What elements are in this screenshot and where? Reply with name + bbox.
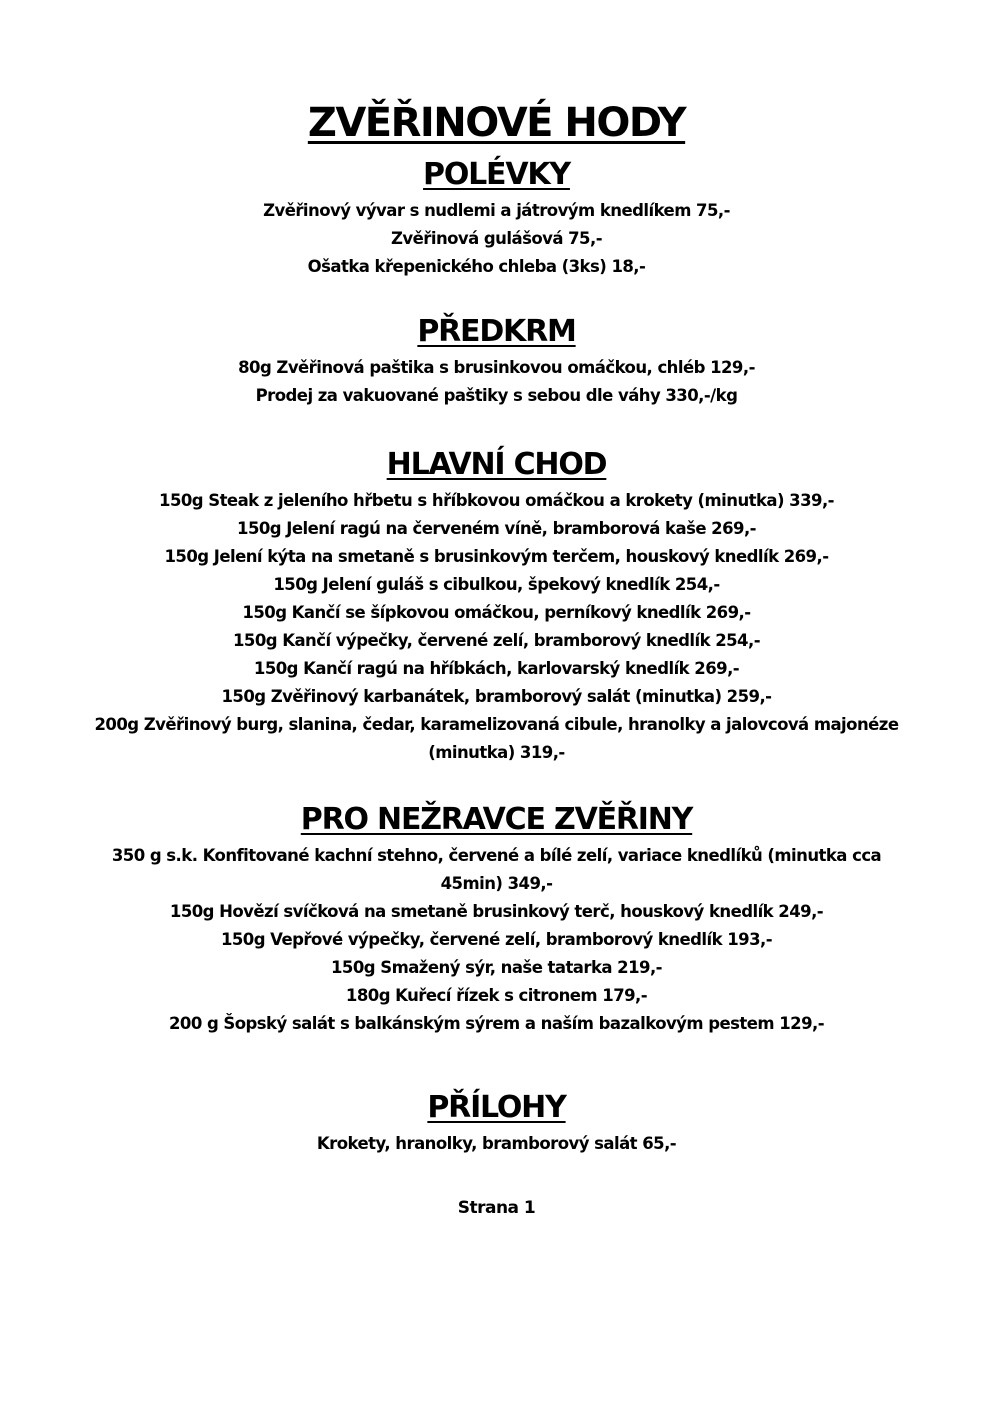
menu-title-text: ZVĚŘINOVÉ HODY: [307, 100, 686, 146]
section-heading: PŘEDKRM: [417, 314, 576, 349]
menu-title: [0, 94, 993, 152]
menu-item-list: [0, 197, 993, 281]
menu-item-list: [0, 487, 993, 767]
menu-item: 150g Kančí ragú na hříbkách, karlovarský knedlík 269,-: [253, 659, 740, 678]
menu-item: 150g Kančí výpečky, červené zelí, bramborový knedlík 254,-: [232, 631, 760, 650]
menu-item: 180g Kuřecí řízek s citronem 179,-: [345, 986, 648, 1005]
section-heading: PŘÍLOHY: [427, 1090, 566, 1125]
menu-item: 150g Kančí se šípkovou omáčkou, perníkový knedlík 269,-: [242, 603, 751, 622]
menu-item: 150g Jelení ragú na červeném víně, bramborová kaše 269,-: [237, 519, 756, 538]
menu-item: 150g Jelení kýta na smetaně s brusinkovým terčem, houskový knedlík 269,-: [164, 547, 829, 566]
section-pro-nezravce: [0, 800, 993, 1038]
menu-item: Ošatka křepenického chleba (3ks) 18,-: [307, 257, 646, 276]
menu-item: 150g Hovězí svíčková na smetaně brusinkový terč, houskový knedlík 249,-: [169, 902, 824, 921]
section-hlavni-chod: [0, 445, 993, 767]
menu-item: 350 g s.k. Konfitované kachní stehno, červené a bílé zelí, variace knedlíků (minutka cca 45min) 349,-: [111, 846, 882, 893]
menu-item: 150g Steak z jeleního hřbetu s hříbkovou omáčkou a krokety (minutka) 339,-: [159, 491, 834, 510]
menu-item: 150g Vepřové výpečky, červené zelí, bramborový knedlík 193,-: [220, 930, 773, 949]
menu-item-list: [0, 842, 993, 1038]
menu-item: 150g Smažený sýr, naše tatarka 219,-: [331, 958, 662, 977]
section-prilohy: [0, 1088, 993, 1158]
menu-item: 200 g Šopský salát s balkánským sýrem a naším bazalkovým pestem 129,-: [168, 1014, 825, 1033]
menu-item: 200g Zvěřinový burg, slanina, čedar, karamelizovaná cibule, hranolky a jalovcová majonéze (minutka) 319,-: [94, 715, 899, 762]
menu-item: Zvěřinová gulášová 75,-: [391, 229, 602, 248]
menu-item: 80g Zvěřinová paštika s brusinkovou omáčkou, chléb 129,-: [238, 358, 755, 377]
section-heading: PRO NEŽRAVCE ZVĚŘINY: [300, 802, 693, 837]
section-predkrm: [0, 312, 993, 410]
menu-item: Zvěřinový vývar s nudlemi a játrovým knedlíkem 75,-: [263, 201, 730, 220]
section-heading: POLÉVKY: [423, 157, 570, 192]
menu-item: Prodej za vakuované paštiky s sebou dle váhy 330,-/kg: [255, 386, 738, 405]
page-number: Strana 1: [457, 1198, 536, 1218]
menu-item: Krokety, hranolky, bramborový salát 65,-: [316, 1134, 677, 1153]
menu-item-list: [0, 1130, 993, 1158]
section-polevky: [0, 155, 993, 281]
menu-item: 150g Jelení guláš s cibulkou, špekový knedlík 254,-: [273, 575, 720, 594]
section-heading: HLAVNÍ CHOD: [386, 447, 607, 482]
menu-item-list: [0, 354, 993, 410]
menu-item: 150g Zvěřinový karbanátek, bramborový salát (minutka) 259,-: [221, 687, 772, 706]
